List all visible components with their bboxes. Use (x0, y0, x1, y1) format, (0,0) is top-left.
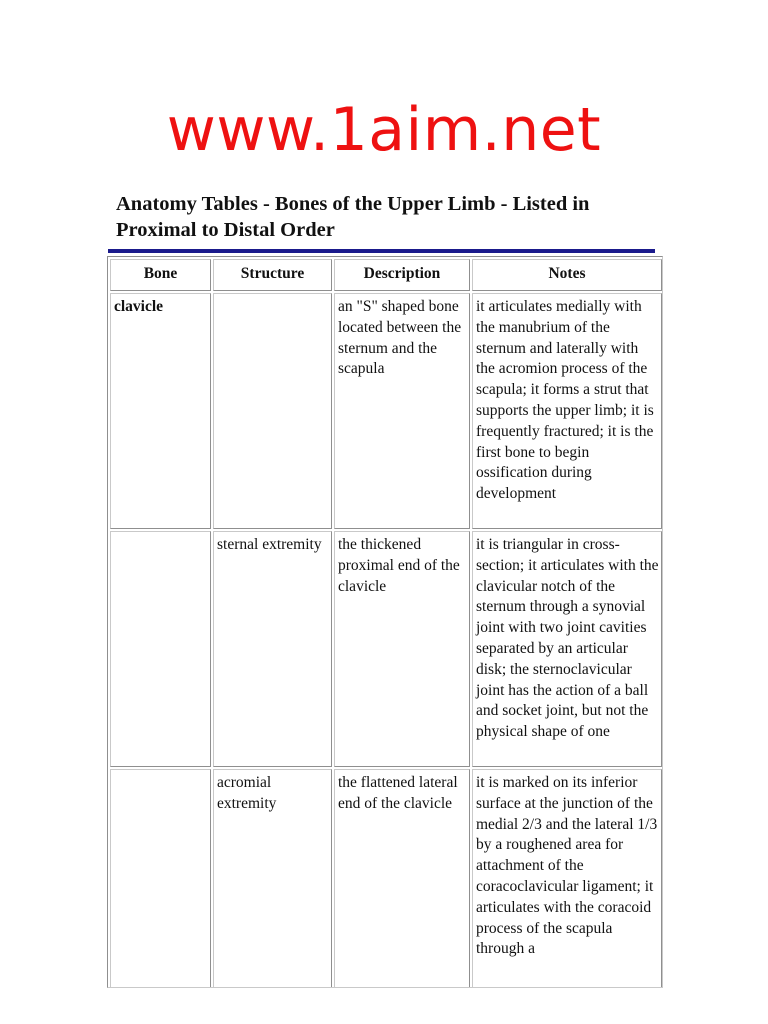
cell-bone (110, 531, 211, 767)
cell-description: the thickened proximal end of the clavicle (334, 531, 470, 767)
cell-notes: it articulates medially with the manubrium of the sternum and laterally with the acromion process of the scapula; it forms a strut that supports the upper limb; it is frequently fractured; it is the first bone to begin ossification during development (472, 293, 662, 529)
site-url-banner: www.1aim.net (166, 95, 602, 165)
column-header-notes: Notes (472, 259, 662, 291)
cell-description: an "S" shaped bone located between the sternum and the scapula (334, 293, 470, 529)
table-row (110, 293, 662, 529)
column-header-structure: Structure (213, 259, 332, 291)
anatomy-table (108, 257, 663, 988)
cell-bone: clavicle (110, 293, 211, 529)
cell-structure (213, 293, 332, 529)
table-row (110, 769, 662, 988)
cell-bone (110, 769, 211, 988)
column-header-bone: Bone (110, 259, 211, 291)
cell-notes: it is triangular in cross-section; it articulates with the clavicular notch of the sternum through a synovial joint with two joint cavities separated by an articular disk; the sternoclavicular joint has the action of a ball and socket joint, but not the physical shape of one (472, 531, 662, 767)
anatomy-table-container (107, 256, 663, 988)
column-header-description: Description (334, 259, 470, 291)
title-divider (108, 249, 655, 253)
table-header-row (110, 259, 662, 291)
cell-description: the flattened lateral end of the clavicle (334, 769, 470, 988)
cell-structure: sternal extremity (213, 531, 332, 767)
table-row (110, 531, 662, 767)
cell-notes: it is marked on its inferior surface at the junction of the medial 2/3 and the lateral 1/3 by a roughened area for attachment of the coracoclavicular ligament; it articulates with the coracoid process of the scapula through a (472, 769, 662, 988)
page-title: Anatomy Tables - Bones of the Upper Limb - Listed in Proximal to Distal Order (116, 193, 590, 241)
cell-structure: acromial extremity (213, 769, 332, 988)
